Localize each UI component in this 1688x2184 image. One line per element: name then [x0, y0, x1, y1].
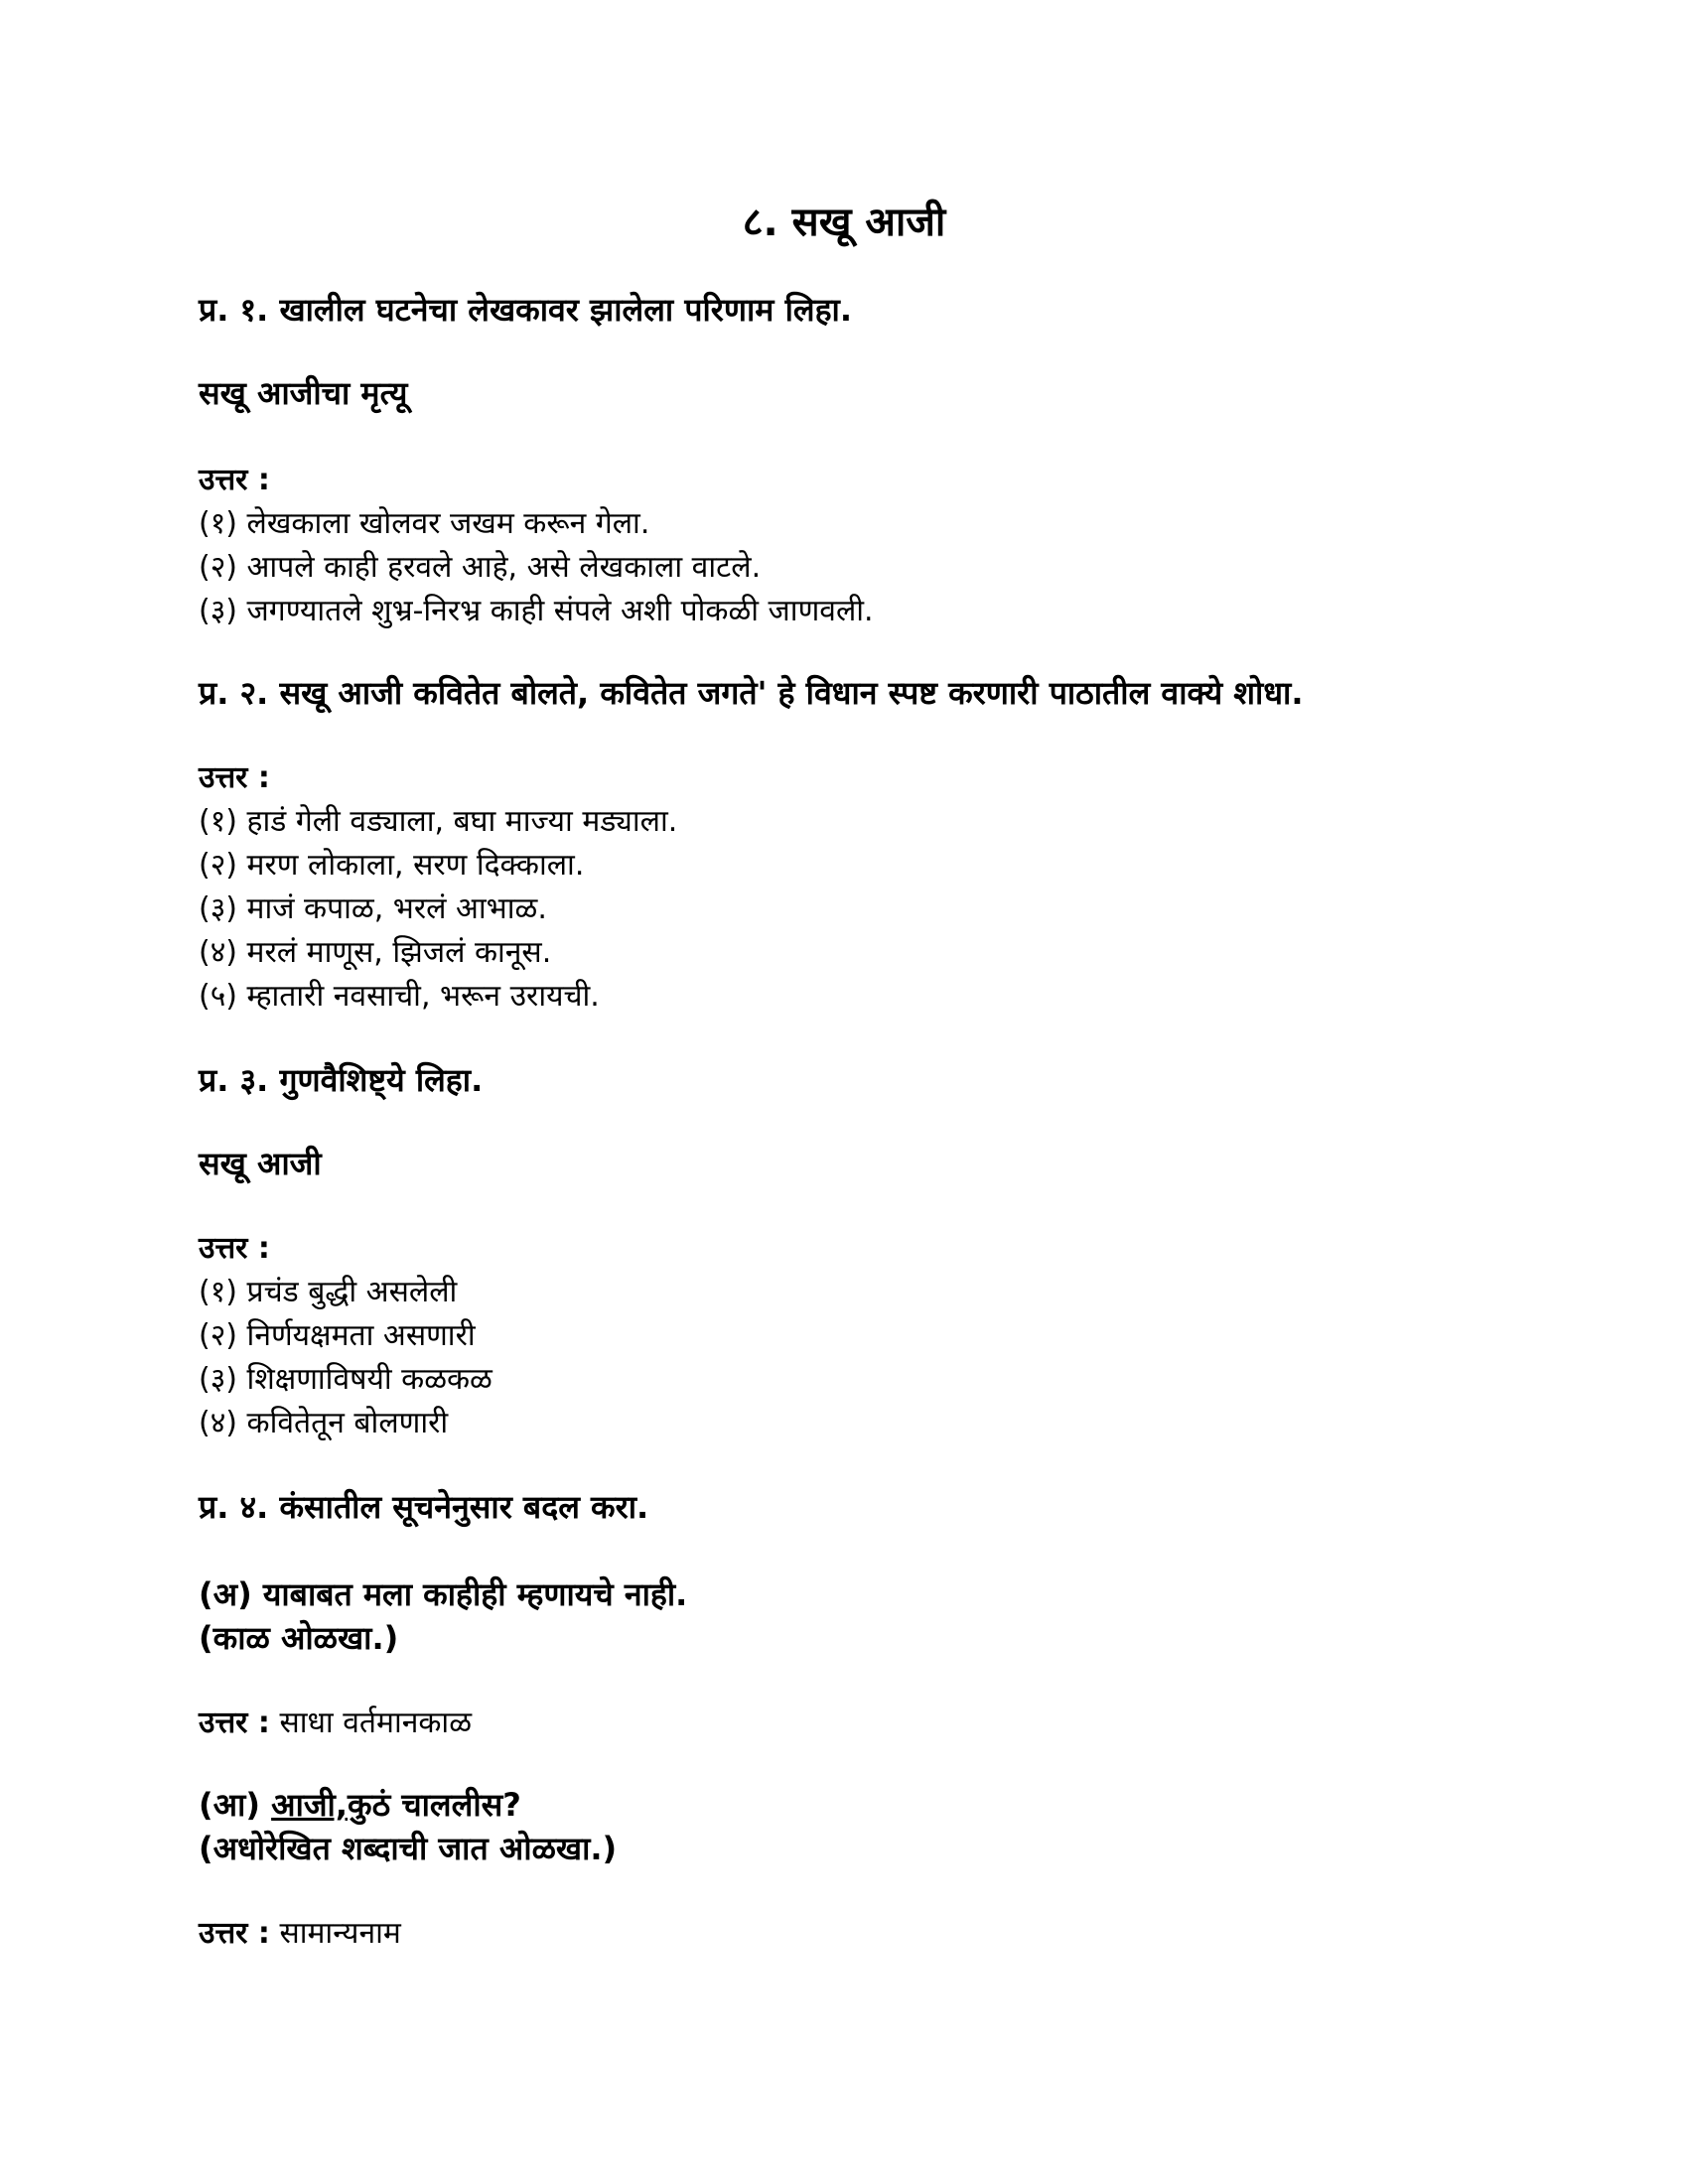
question-4b-answer: [199, 1912, 1529, 1956]
question-3-topic-block: [199, 1142, 1529, 1185]
answer-label: उत्तर :: [199, 1916, 270, 1951]
question-2-answer: [199, 756, 1529, 1019]
answer-value: साधा वर्तमानकाळ: [279, 1706, 472, 1740]
answer-line: (२) निर्णयक्षमता असणारी: [199, 1318, 476, 1353]
question-4b-rest: कुठं चाललीस?: [348, 1786, 521, 1824]
question-4-text: प्र. ४. कंसातील सूचनेनुसार बदल करा.: [199, 1488, 649, 1526]
question-4b-instruction: (अधोरेखित शब्दाची जात ओळखा.): [199, 1830, 618, 1867]
question-1: [199, 288, 1529, 332]
question-4a-answer: [199, 1702, 1529, 1745]
question-4a-instruction: (काळ ओळखा.): [199, 1619, 399, 1657]
answer-line: (१) लेखकाला खोलवर जखम करून गेला.: [199, 506, 650, 541]
question-4a-sentence: (अ) याबाबत मला काहीही म्हणायचे नाही.: [199, 1575, 688, 1613]
answer-label: उत्तर :: [199, 1231, 270, 1266]
answer-line: [199, 1912, 1529, 1956]
answer-line: (२) आपले काही हरवले आहे, असे लेखकाला वाटले.: [199, 550, 762, 585]
question-3: [199, 1058, 1529, 1102]
answer-line: (३) माजं कपाळ, भरलं आभाळ.: [199, 891, 547, 926]
question-4b-prefix: (आ): [199, 1786, 272, 1824]
question-3-text: प्र. ३. गुणवैशिष्ट्ये लिहा.: [199, 1061, 484, 1099]
answer-line: (२) मरण लोकाला, सरण दिक्काला.: [199, 848, 585, 883]
answer-line: (१) हाडं गेली वड्याला, बघा माज्या मड्याला.: [199, 804, 678, 839]
answer-label: उत्तर :: [199, 463, 270, 497]
question-4b-sentence: [199, 1783, 1529, 1827]
question-4b: [199, 1783, 1529, 1870]
question-3-answer: [199, 1227, 1529, 1445]
answer-line: (३) जगण्यातले शुभ्र-निरभ्र काही संपले अशी पोकळी जाणवली.: [199, 594, 874, 628]
answer-line: (३) शिक्षणाविषयी कळकळ: [199, 1362, 492, 1397]
question-1-text: प्र. १. खालील घटनेचा लेखकावर झालेला परिणाम लिहा.: [199, 291, 853, 329]
answer-line: (५) म्हातारी नवसाची, भरून उरायची.: [199, 979, 600, 1014]
question-2: [199, 671, 1529, 715]
question-4a: [199, 1572, 1529, 1660]
answer-label: उत्तर :: [199, 760, 270, 795]
answer-line: (१) प्रचंड बुद्धी असलेली: [199, 1275, 458, 1309]
answer-label: उत्तर :: [199, 1706, 270, 1740]
answer-line: (४) कवितेतून बोलणारी: [199, 1406, 449, 1440]
question-2-text: प्र. २. सखू आजी कवितेत बोलते, कवितेत जगते' हे विधान स्पष्ट करणारी पाठातील वाक्ये शोधा.: [199, 674, 1304, 712]
answer-value: सामान्यनाम: [279, 1916, 401, 1951]
question-4: [199, 1485, 1529, 1529]
question-1-topic: सखू आजीचा मृत्यू: [199, 374, 408, 412]
question-3-topic: सखू आजी: [199, 1145, 322, 1182]
lesson-title: ८. सखू आजी: [742, 200, 946, 245]
answer-line: (४) मरलं माणूस, झिजलं कानूस.: [199, 935, 552, 970]
question-1-topic-block: [199, 371, 1529, 415]
underlined-word: आजी,: [271, 1786, 349, 1824]
answer-line: [199, 1702, 1529, 1745]
question-1-answer: [199, 459, 1529, 633]
